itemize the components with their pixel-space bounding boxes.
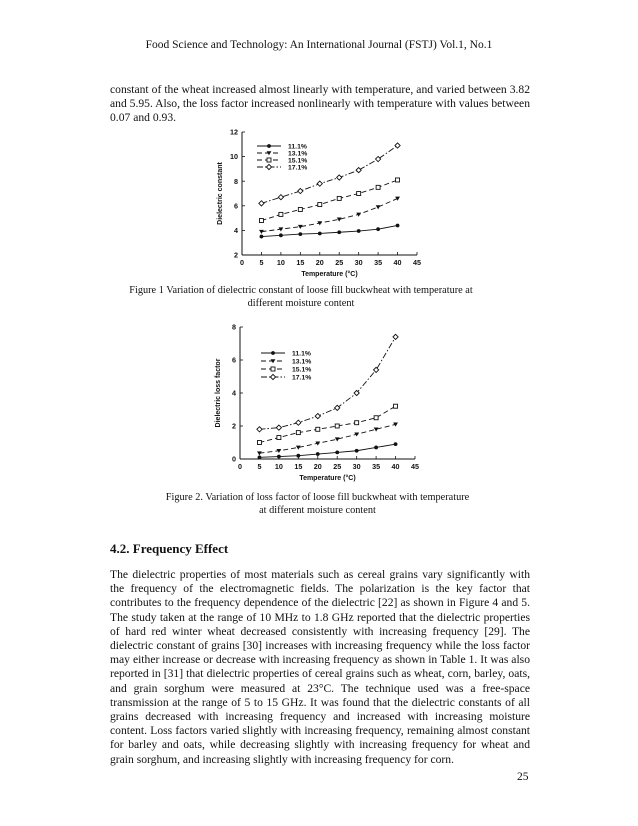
y-tick-label: 8: [232, 322, 236, 332]
data-point: [394, 442, 398, 446]
x-tick-label: 30: [352, 462, 361, 471]
data-point: [395, 143, 400, 148]
data-point: [376, 185, 380, 189]
data-point: [396, 178, 400, 182]
data-point: [277, 436, 281, 440]
legend-marker: [266, 164, 271, 169]
data-point: [335, 451, 339, 455]
data-point: [316, 452, 320, 456]
data-point: [357, 192, 361, 196]
x-tick-label: 0: [240, 258, 244, 267]
x-tick-label: 15: [296, 258, 305, 267]
y-tick-label: 10: [230, 152, 238, 162]
x-tick-label: 5: [259, 258, 264, 267]
data-point: [395, 197, 400, 201]
legend-marker: [267, 158, 271, 162]
data-point: [357, 229, 361, 233]
data-point: [259, 201, 264, 206]
data-point: [315, 414, 320, 419]
data-point: [376, 227, 380, 231]
y-tick-label: 0: [232, 454, 236, 464]
data-point: [374, 446, 378, 450]
y-tick-label: 8: [234, 176, 238, 186]
y-tick-label: 6: [232, 355, 236, 365]
data-point: [337, 196, 341, 200]
y-tick-label: 6: [234, 201, 238, 211]
legend-label: 17.1%: [288, 164, 308, 172]
data-point: [374, 428, 379, 432]
section-heading: 4.2. Frequency Effect: [110, 541, 229, 556]
data-point: [258, 455, 262, 459]
data-point: [393, 334, 398, 339]
legend-label: 11.1%: [288, 143, 307, 151]
data-point: [260, 235, 264, 239]
series-line: [261, 146, 397, 204]
legend-label: 13.1%: [292, 358, 312, 366]
data-point: [296, 454, 300, 458]
figure-2-chart: [210, 318, 430, 488]
x-axis-label: Temperature (°C): [301, 271, 358, 278]
legend-marker: [271, 367, 275, 371]
x-tick-label: 35: [372, 462, 381, 471]
data-point: [355, 449, 359, 453]
y-axis-label: Dielectric constant: [217, 162, 224, 225]
data-point: [396, 224, 400, 228]
journal-header: Food Science and Technology: An International Journal (FSTJ) Vol.1, No.1: [145, 39, 493, 51]
legend-label: 11.1%: [292, 350, 311, 358]
x-tick-label: 20: [313, 462, 322, 471]
data-point: [376, 156, 381, 161]
data-point: [337, 218, 342, 222]
page-number: 25: [517, 771, 529, 783]
y-tick-label: 2: [232, 421, 236, 431]
legend-marker: [267, 144, 271, 148]
data-point: [298, 188, 303, 193]
x-axis-label: Temperature (°C): [299, 475, 356, 482]
data-point: [278, 195, 283, 200]
legend-label: 13.1%: [288, 150, 308, 158]
x-tick-label: 45: [411, 462, 419, 471]
legend-marker: [271, 351, 275, 355]
data-point: [337, 175, 342, 180]
figure-1-chart: [210, 122, 430, 282]
x-tick-label: 15: [294, 462, 303, 471]
x-tick-label: 40: [391, 462, 400, 471]
data-point: [374, 416, 378, 420]
data-point: [257, 427, 262, 432]
y-tick-label: 12: [230, 127, 238, 137]
data-point: [376, 205, 381, 209]
legend-label: 15.1%: [288, 157, 308, 165]
data-point: [259, 230, 264, 234]
x-tick-label: 10: [274, 462, 283, 471]
data-point: [298, 232, 302, 236]
data-point: [277, 455, 281, 459]
data-point: [276, 425, 281, 430]
data-point: [337, 230, 341, 234]
data-point: [318, 203, 322, 207]
x-tick-label: 40: [393, 258, 402, 267]
y-axis-label: Dielectric loss factor: [215, 358, 222, 428]
legend-label: 15.1%: [292, 366, 312, 374]
data-point: [316, 427, 320, 431]
x-tick-label: 10: [276, 258, 285, 267]
data-point: [394, 404, 398, 408]
data-point: [335, 424, 339, 428]
legend-label: 17.1%: [292, 374, 312, 382]
body-paragraph: The dielectric properties of most materials such as cereal grains vary significantly with the frequency of the electromagnetic fields. The polarization is the key factor that contributes to the frequency dependence of the dielectric [22] as shown in Figure 4 and 5. The study taken at the range of 10 MHz to 1.8 GHz reported that the dielectric properties of hard red winter wheat decreased consistently with increasing frequency [29]. The dielectric constant of grains [30] increases with increasing frequency while the loss factor may either increase or decrease with increasing frequency as shown in Table 1. It was also reported in [31] that dielectric properties of cereal grains such as wheat, corn, barley, oats, and grain sorghum were measured at 23°C. The technique used was a free-space transmission at the range of 5 to 15 GHz. It was found that the dielectric constants of all grains decreased with increasing frequency and increased with increasing moisture content. Loss factors varied slightly with increasing frequency, remaining almost constant for barley and oats, while decreasing slightly with increasing frequency for wheat and grain sorghum, and increasing slightly with increasing frequency for corn.: [110, 568, 530, 766]
x-tick-label: 20: [315, 258, 324, 267]
data-point: [259, 219, 263, 223]
data-point: [318, 232, 322, 236]
data-point: [317, 181, 322, 186]
data-point: [296, 446, 301, 450]
data-point: [257, 441, 261, 445]
x-tick-label: 30: [354, 258, 363, 267]
data-point: [355, 421, 359, 425]
figure-2-caption: Figure 2. Variation of loss factor of loose fill buckwheat with temperature at different moisture content: [165, 492, 470, 516]
legend-marker: [270, 374, 275, 379]
data-point: [296, 431, 300, 435]
data-point: [298, 225, 303, 229]
x-tick-label: 25: [333, 462, 342, 471]
data-point: [298, 207, 302, 211]
intro-paragraph: constant of the wheat increased almost linearly with temperature, and varied between 3.82 and 5.95. Also, the loss factor increased nonlinearly with temperature with values between 0.07 and 0.93.: [110, 83, 530, 125]
x-tick-label: 45: [413, 258, 421, 267]
data-point: [335, 437, 340, 441]
x-tick-label: 25: [335, 258, 344, 267]
figure-1-caption: Figure 1 Variation of dielectric constant of loose fill buckwheat with temperature at different moisture content: [129, 285, 473, 309]
data-point: [356, 168, 361, 173]
y-tick-label: 4: [232, 388, 236, 398]
data-point: [296, 420, 301, 425]
data-point: [374, 367, 379, 372]
y-tick-label: 2: [234, 250, 238, 260]
x-tick-label: 5: [257, 462, 262, 471]
x-tick-label: 35: [374, 258, 383, 267]
data-point: [279, 212, 283, 216]
data-point: [257, 451, 262, 455]
x-tick-label: 0: [238, 462, 242, 471]
data-point: [279, 233, 283, 237]
y-tick-label: 4: [234, 226, 238, 235]
